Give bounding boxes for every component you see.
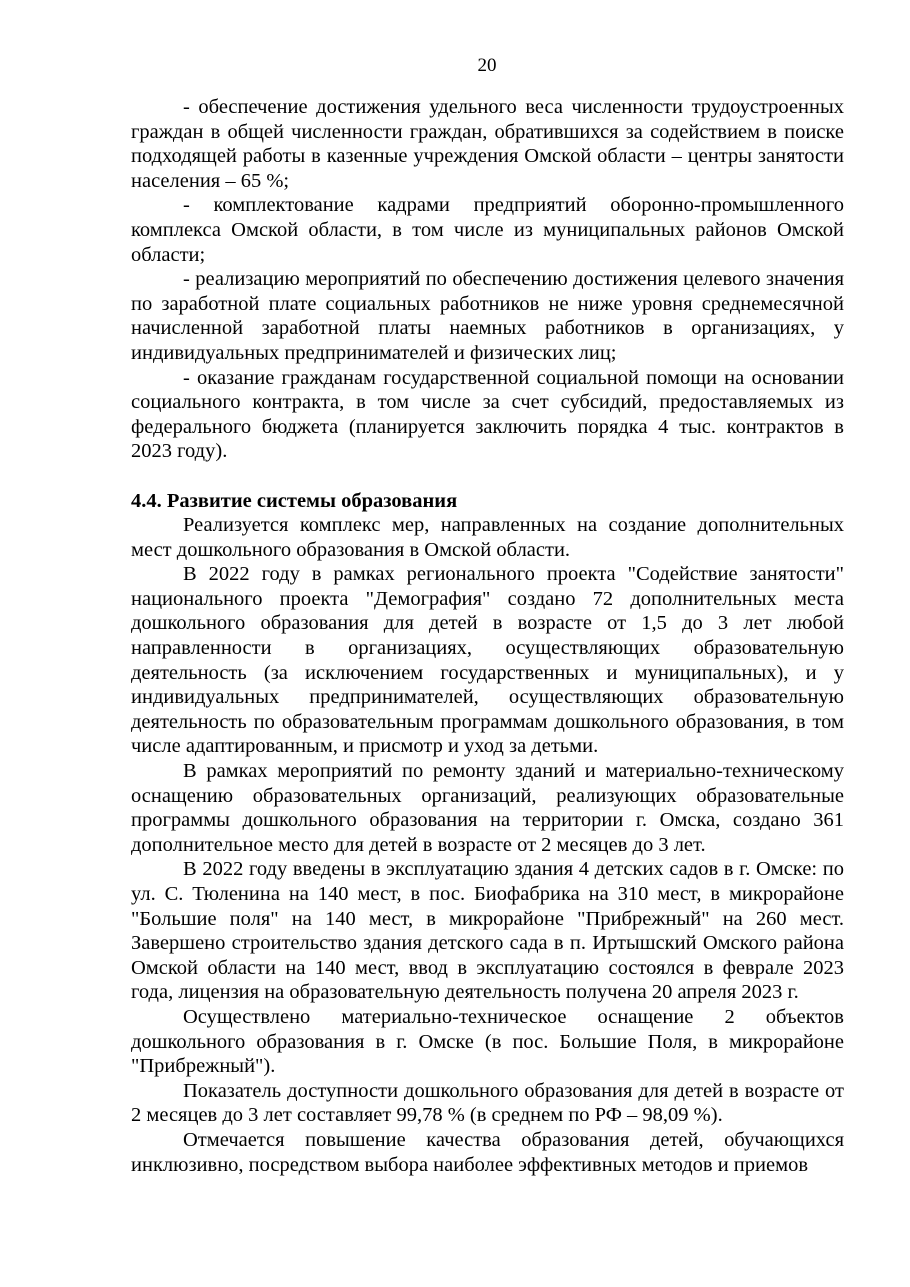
list-item-paragraph: - оказание гражданам государственной социальной помощи на основании социального контракта, в том числе за счет субсидий, предоставляемых из федерального бюджета (планируется заключить порядка 4 тыс. контрактов в 2023 году). (131, 366, 844, 463)
body-paragraph: Реализуется комплекс мер, направленных на создание дополнительных мест дошкольного образования в Омской области. (131, 514, 844, 561)
list-item-paragraph: - реализацию мероприятий по обеспечению достижения целевого значения по заработной плате социальных работников не ниже уровня среднемесячной начисленной заработной платы наемных работников в организациях, у индивидуальных предпринимателей и физических лиц; (131, 268, 844, 364)
body-paragraph: В 2022 году в рамках регионального проекта "Содействие занятости" национального проекта "Демография" создано 72 дополнительных места дошкольного образования для детей в возрасте от 1,5 до 3 лет любой направленности в организациях, осуществляющих образовательную деятельность (за исключением государственных и муниципальных), и у индивидуальных предпринимателей, осуществляющих образовательную деятельность по образовательным программам дошкольного образования, в том числе адаптированным, и присмотр и уход за детьми. (131, 563, 844, 758)
body-paragraph: В рамках мероприятий по ремонту зданий и материально-техническому оснащению образовательных организаций, реализующих образовательные программы дошкольного образования на территории г. Омска, создано 361 дополнительное место для детей в возрасте от 2 месяцев до 3 лет. (131, 760, 844, 856)
document-body (131, 95, 844, 1177)
section-heading: 4.4. Развитие системы образования (131, 489, 458, 512)
page-number: 20 (477, 55, 497, 76)
body-paragraph: Осуществлено материально-техническое оснащение 2 объектов дошкольного образования в г. Омске (в пос. Большие Поля, в микрорайоне "Прибрежный"). (131, 1005, 844, 1078)
list-item-paragraph: - обеспечение достижения удельного веса численности трудоустроенных граждан в общей численности граждан, обратившихся за содействием в поиске подходящей работы в казенные учреждения Омской области – центры занятости населения – 65 %; (131, 96, 844, 192)
list-item-paragraph: - комплектование кадрами предприятий оборонно-промышленного комплекса Омской области, в том числе из муниципальных районов Омской области; (131, 194, 844, 266)
body-paragraph: В 2022 году введены в эксплуатацию здания 4 детских садов в г. Омске: по ул. С. Тюленина на 140 мест, в пос. Биофабрика на 310 мест, в микрорайоне "Большие поля" на 140 мест, в микрорайоне "Прибрежный" на 260 мест. Завершено строительство здания детского сада в п. Иртышский Омского района Омской области на 140 мест, ввод в эксплуатацию состоялся в феврале 2023 года, лицензия на образовательную деятельность получена 20 апреля 2023 г. (131, 858, 844, 1004)
body-paragraph: Отмечается повышение качества образования детей, обучающихся инклюзивно, посредством выбора наиболее эффективных методов и приемов (131, 1128, 844, 1176)
body-paragraph: Показатель доступности дошкольного образования для детей в возрасте от 2 месяцев до 3 лет составляет 99,78 % (в среднем по РФ – 98,09 %). (131, 1079, 844, 1127)
